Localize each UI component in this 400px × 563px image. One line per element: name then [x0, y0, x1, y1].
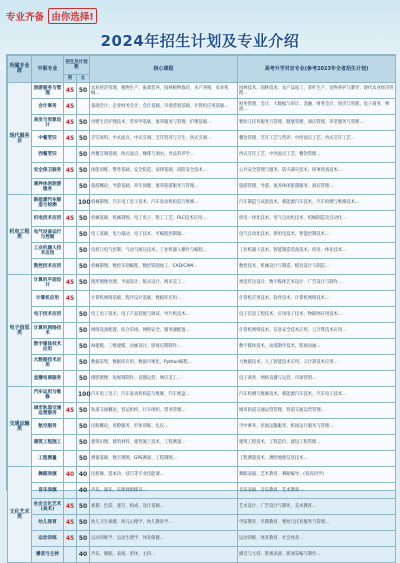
count-male [64, 147, 77, 163]
count-female: 100 [77, 387, 90, 403]
core-courses: 基础会计、企业财务会计、会计基础、市场营销基础、计算机应用基础... [90, 99, 238, 115]
count-female: 50 [77, 115, 90, 131]
core-courses: 民航概论、客舱服务、形体训练、礼仪... [90, 419, 238, 435]
slogan-highlight: 由你选择! [48, 8, 96, 24]
core-courses: 旅游概论、导游基础、养生保健、康养旅游服务与管理... [90, 179, 238, 195]
target-majors: 电气自动化技术、供用电技术、智能控制技术... [238, 227, 396, 243]
count-female: 50 [77, 131, 90, 147]
count-male [64, 371, 77, 387]
count-female: 40 [77, 483, 90, 499]
header-count-female: 女 [77, 75, 90, 83]
target-majors: 计算机应用技术、软件技术、计算机网络技术... [238, 291, 396, 307]
major-name: 中餐烹饪 [32, 131, 64, 147]
table-row [8, 531, 396, 547]
count-female: 50 [77, 435, 90, 451]
count-female: 50 [77, 147, 90, 163]
major-name: 计算机平面设计 [32, 275, 64, 291]
core-courses: 轨道交通概论、客运组织、行车组织、票务管理... [90, 403, 238, 419]
target-majors: 工业机器人技术、智能制造装备技术、机电一体化技术... [238, 243, 396, 259]
count-male [64, 259, 77, 275]
count-female [77, 99, 90, 115]
major-name: 安全保卫服务 [32, 163, 64, 179]
count-male [64, 387, 77, 403]
major-name: 幼儿保育 [32, 515, 64, 531]
core-courses: 运动训练学、运动生理学、体育保健... [90, 531, 238, 547]
target-majors: 学前教育、早期教育、婴幼儿托育服务与管理... [238, 515, 396, 531]
table-row [8, 371, 396, 387]
target-majors: 电子商务、网络直播与运营、市场营销... [238, 371, 396, 387]
count-female: 50 [77, 419, 90, 435]
major-name: 直播电商服务 [32, 371, 64, 387]
major-name: 电子技术应用 [32, 307, 64, 323]
major-name: 数控技术应用 [32, 259, 64, 275]
table-row [8, 195, 396, 211]
count-male [64, 451, 77, 467]
target-majors: 电子信息工程技术、应用电子技术、物联网应用技术... [238, 307, 396, 323]
major-name: 建筑工程施工 [32, 435, 64, 451]
core-courses: 数据采集、数据库应用、数据可视化、Python编程... [90, 355, 238, 371]
count-female: 50 [77, 323, 90, 339]
target-majors: 计算机网络技术、信息安全技术应用、云计算技术应用... [238, 323, 396, 339]
count-female: 50 [77, 451, 90, 467]
target-majors: 数控技术、机械设计与制造、模具设计与制造... [238, 259, 396, 275]
count-male [64, 547, 77, 563]
count-female: 50 [77, 211, 90, 227]
table-row [8, 387, 396, 403]
table-row [8, 435, 396, 451]
table-row [8, 163, 396, 179]
core-courses: 烹饪原料、中式面点、中式烹调、烹饪营养与卫生、西式烹调... [90, 131, 238, 147]
major-name: 城市轨道交通运营服务 [32, 403, 64, 419]
count-male: 40 [64, 467, 77, 483]
table-row [8, 515, 396, 531]
target-majors: 空中乘务、民航运输服务、机场运行服务与管理... [238, 419, 396, 435]
core-courses: 机械制图、汽车电工电子技术、汽车发动机构造与维修... [90, 195, 238, 211]
target-majors: 西式烹饪工艺、中西面点工艺、餐饮管理... [238, 147, 396, 163]
count-female: 50 [77, 83, 90, 99]
count-male [64, 243, 77, 259]
target-majors: 园林技术、园林技术、农产品加工、茶叶生产、宠物养护与驯导、现代农业经济管理... [238, 83, 396, 99]
table-row [8, 547, 396, 563]
count-male: 45 [64, 531, 77, 547]
target-majors: 艺术设计、广告设计与制作、美术教育... [238, 499, 396, 515]
count-male [64, 483, 77, 499]
table-row [8, 307, 396, 323]
major-name: 计算机网络技术 [32, 323, 64, 339]
major-name: 数字媒体技术应用 [32, 339, 64, 355]
target-majors: 大数据技术、人工智能技术应用、云计算技术应用... [238, 355, 396, 371]
count-female: 50 [77, 227, 90, 243]
target-majors: 播音与主持、影视表演、新闻采编与制作... [238, 547, 396, 563]
target-majors: 运动训练、体育教育、社会体育... [238, 531, 396, 547]
count-male: 45 [64, 291, 77, 307]
enrollment-table-container [6, 54, 396, 558]
target-majors: 工程测量技术、测绘地理信息技术... [238, 451, 396, 467]
table-row [8, 243, 396, 259]
count-female [77, 291, 90, 307]
count-female: 50 [77, 259, 90, 275]
core-courses: 体能训练、警务基础、安全防范、法律基础、消防安全技术... [90, 163, 238, 179]
table-row [8, 227, 396, 243]
count-female: 50 [77, 339, 90, 355]
major-name: 机电技术应用 [32, 211, 64, 227]
core-courses: 机械制图、数控车削编程、数控铣削加工、CAD/CAM... [90, 259, 238, 275]
page-title: 2024年招生计划及专业介绍 [100, 32, 300, 50]
count-male: 45 [64, 499, 77, 515]
core-courses: 汽车电工电子、汽车发动机构造与维修、汽车底盘... [90, 387, 238, 403]
count-female: 50 [77, 371, 90, 387]
count-female: 50 [77, 499, 90, 515]
count-male [64, 179, 77, 195]
count-female: 50 [77, 355, 90, 371]
major-name: 汽车运用与维修 [32, 387, 64, 403]
core-courses: 摄影摄像、短视频制作、直播运营、网店美工... [90, 371, 238, 387]
major-name: 新能源汽车制造与检测 [32, 195, 64, 211]
count-male [64, 323, 77, 339]
target-majors: 汽车检测与维修技术、新能源汽车技术、汽车电子技术... [238, 387, 396, 403]
table-row [8, 83, 396, 99]
table-row [8, 451, 396, 467]
major-name: 旅游服务与管理 [32, 83, 64, 99]
count-male [64, 339, 77, 355]
table-row [8, 99, 396, 115]
group-name: 机电工程类 [8, 195, 32, 275]
major-name: 音乐表演 [32, 483, 64, 499]
count-male: 45 [64, 115, 77, 131]
count-male: 45 [64, 131, 77, 147]
slogan [6, 8, 97, 24]
core-courses: 声乐、器乐、乐理视唱练耳... [90, 483, 238, 499]
major-name: 播音与主持 [32, 547, 64, 563]
target-majors: 公共安全管理与服务、防灾减灾技术、刑事侦查技术... [238, 163, 396, 179]
count-female: 50 [77, 275, 90, 291]
table-row [8, 131, 396, 147]
major-name: 计算机应用 [32, 291, 64, 307]
target-majors: 旅游管理、导游、康养休闲旅游服务、酒店管理... [238, 179, 396, 195]
table-row [8, 483, 396, 499]
count-female: 50 [77, 307, 90, 323]
table-row [8, 147, 396, 163]
header-jobs: 高考升学对应专业(参考2023年全省招生计划) [238, 56, 396, 83]
core-courses: AI建模、三维建模、动画设计、影视后期制作... [90, 339, 238, 355]
count-male: 45 [64, 403, 77, 419]
count-male: 45 [64, 275, 77, 291]
table-row [8, 211, 396, 227]
target-majors: 音乐表演、音乐教育、艺术教育... [238, 483, 396, 499]
table-row [8, 419, 396, 435]
core-courses: 西餐烹调基础、西式面点、咖啡与酒水、食品营养学... [90, 147, 238, 163]
target-majors: 婴幼儿托育服务与管理、健康管理、酒店管理、养老服务与管理... [238, 115, 396, 131]
table-row [8, 355, 396, 371]
major-name: 工程测量 [32, 451, 64, 467]
major-name: 运动训练 [32, 531, 64, 547]
table-row [8, 259, 396, 275]
major-name: 大数据技术应用 [32, 355, 64, 371]
core-courses: 网络设备配置、综合布线、网络安全、服务器配置... [90, 323, 238, 339]
major-name: 工业机器人技术应用 [32, 243, 64, 259]
count-male [64, 307, 77, 323]
table-row [8, 403, 396, 419]
core-courses: 电工电子技术、电子产品装配与调试、单片机技术... [90, 307, 238, 323]
core-courses: 机械基础、机械制图、电工电子、钳工工艺、PLC技术应用... [90, 211, 238, 227]
table-row [8, 467, 396, 483]
target-majors: 机电一体化技术、电气自动化技术、机械制造及自动化... [238, 211, 396, 227]
group-name: 交通运输类 [8, 387, 32, 467]
header-count-male: 男 [64, 75, 77, 83]
table-row [8, 339, 396, 355]
major-name: 电气设备运行与控制 [32, 227, 64, 243]
table-row [8, 323, 396, 339]
slogan-prefix: 专业齐备 [6, 12, 45, 23]
core-courses: 农业经济管理、植物生产、畜禽营养、园林植物栽培、水产养殖、农业机械... [90, 83, 238, 99]
core-courses: 民族舞、基本功、技巧等专业技能课... [90, 467, 238, 483]
table-row [8, 291, 396, 307]
table-body [8, 83, 396, 563]
count-male: 45 [64, 211, 77, 227]
target-majors: 舞蹈表演、艺术教育、舞蹈编导...(普高同学) [238, 467, 396, 483]
core-courses: 计算机网络基础、程序设计基础、数据库应用... [90, 291, 238, 307]
count-male [64, 227, 77, 243]
target-majors: 视觉传达设计、数字媒体艺术设计、广告设计与制作... [238, 275, 396, 291]
major-name: 航空服务 [32, 419, 64, 435]
header-group: 所属专业群 [8, 56, 32, 83]
count-female: 40 [77, 467, 90, 483]
header-major: 中职专业 [32, 56, 64, 83]
count-female: 50 [77, 179, 90, 195]
count-male [64, 195, 77, 211]
major-name: 会计事务 [32, 99, 64, 115]
group-name: 现代服务业 [8, 83, 32, 195]
count-female: 50 [77, 163, 90, 179]
count-male: 45 [64, 515, 77, 531]
count-female: 50 [77, 243, 90, 259]
core-courses: 电工基础、电力拖动、电子技术、可编程控制器... [90, 227, 238, 243]
count-male: 45 [64, 99, 77, 115]
count-female: 40 [77, 547, 90, 563]
target-majors: 数字媒体技术、动漫制作技术、影视动画... [238, 339, 396, 355]
core-courses: 图形图像处理、平面设计、版式设计、网页美工... [90, 275, 238, 291]
major-name: 西餐烹饪 [32, 147, 64, 163]
count-female: 100 [77, 195, 90, 211]
major-name: 社会文化艺术(美术) [32, 499, 64, 515]
core-courses: 建筑识图、建筑材料、建筑施工技术、工程测量... [90, 435, 238, 451]
count-male [64, 355, 77, 371]
count-male [64, 419, 77, 435]
count-female: 50 [77, 515, 90, 531]
group-name: 文化艺术类 [8, 467, 32, 563]
core-courses: 测量基础、数字测图、GPS测量、工程制图... [90, 451, 238, 467]
core-courses: 素描、色彩、速写、构成、设计基础... [90, 499, 238, 515]
count-male: 45 [64, 163, 77, 179]
core-courses: 声乐、舞蹈、表演、形体、主持... [90, 547, 238, 563]
target-majors: 建筑工程技术、工程造价、建设工程管理... [238, 435, 396, 451]
header-courses: 核心课程 [90, 56, 238, 83]
enrollment-table [7, 55, 396, 563]
target-majors: 财务管理、会计、大数据与审计、金融、财务会计、经济与管理、电子商务、物流... [238, 99, 396, 115]
table-row [8, 179, 396, 195]
header-count: 招生及计划数 [64, 56, 90, 75]
target-majors: 汽车制造与试验技术、新能源汽车技术、汽车检测与维修技术... [238, 195, 396, 211]
count-female: 50 [77, 403, 90, 419]
major-name: 康养休闲旅游服务 [32, 179, 64, 195]
count-male: 45 [64, 83, 77, 99]
target-majors: 城市轨道交通运营管理、铁道交通运营管理... [238, 403, 396, 419]
core-courses: 电机与电气控制、气动与液压技术、工业机器人操作与编程... [90, 243, 238, 259]
core-courses: 母婴生活护理技术、营养学基础、康养服务与管理、护理基础... [90, 115, 238, 131]
table-row [8, 499, 396, 515]
target-majors: 餐饮管理、烹饪工艺与营养、中西面点工艺、西式烹饪工艺... [238, 131, 396, 147]
core-courses: 幼儿卫生保健、幼儿心理学、幼儿教育学... [90, 515, 238, 531]
group-name: 电子信息类 [8, 275, 32, 387]
major-name: 舞蹈表演 [32, 467, 64, 483]
count-female: 50 [77, 531, 90, 547]
count-male [64, 435, 77, 451]
major-name: 美发与形象设计 [32, 115, 64, 131]
table-row [8, 115, 396, 131]
table-row [8, 275, 396, 291]
